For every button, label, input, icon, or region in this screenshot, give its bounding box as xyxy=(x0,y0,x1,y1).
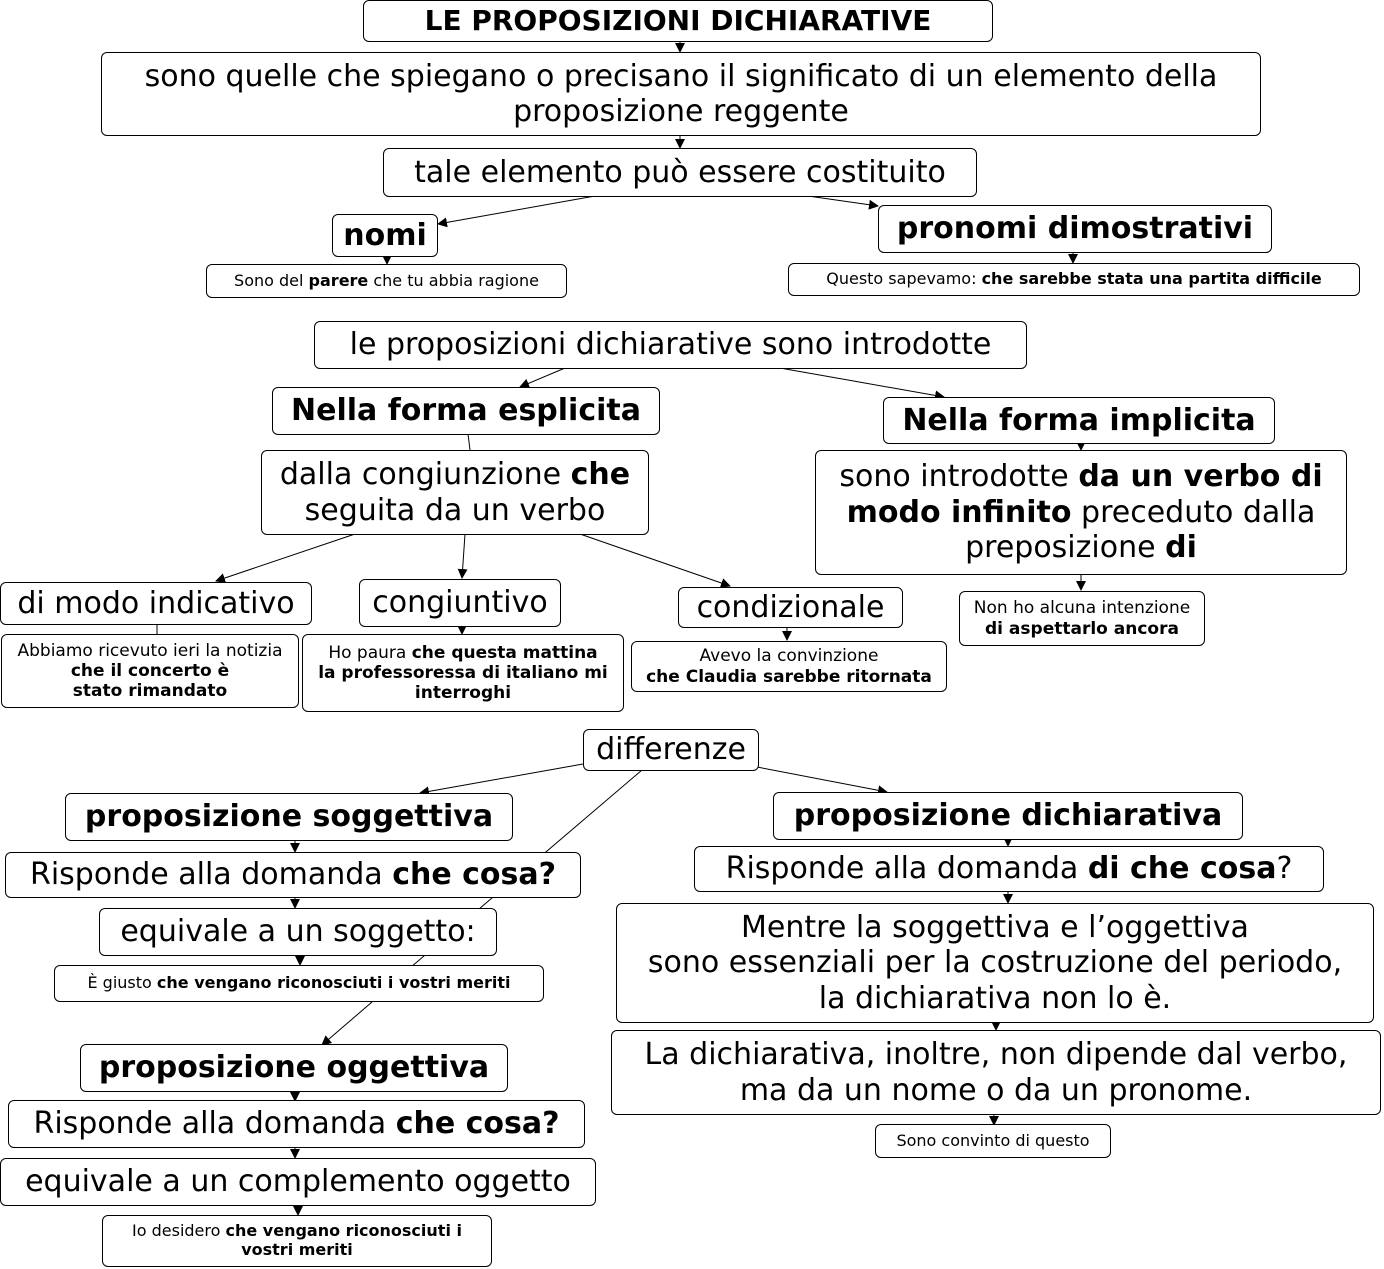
implicita-desc-node xyxy=(815,450,1347,575)
mode-congiuntivo-node xyxy=(359,579,561,627)
dichiarativa-note2-node xyxy=(611,1030,1381,1115)
indicativo-example-pre: Abbiamo ricevuto ieri la notizia xyxy=(17,640,283,661)
pronomi-node xyxy=(878,205,1272,253)
nomi-example-pre: Sono del xyxy=(234,270,309,290)
soggettiva-question-node xyxy=(5,852,581,898)
implicita-example-pre: Non ho alcuna intenzione xyxy=(973,598,1191,619)
dichiarativa-question-pre: Risponde alla domanda xyxy=(725,851,1088,887)
implicita-example-bold: di aspettarlo ancora xyxy=(985,618,1179,639)
soggettiva-example-node xyxy=(54,965,544,1002)
dichiarativa-note1-node xyxy=(616,903,1374,1023)
esplicita-desc-line2: seguita da un verbo xyxy=(304,492,606,528)
mode-congiuntivo-label: congiuntivo xyxy=(372,585,548,621)
nomi-label: nomi xyxy=(343,217,427,253)
pronomi-example-pre: Questo sapevamo: xyxy=(826,269,982,289)
indicativo-example-node xyxy=(1,634,299,708)
differenze-label: differenze xyxy=(596,732,746,768)
oggettiva-equivale-text: equivale a un complemento oggetto xyxy=(25,1164,571,1200)
title-text: LE PROPOSIZIONI DICHIARATIVE xyxy=(424,4,932,38)
dichiarativa-note1-line3: la dichiarativa non lo è. xyxy=(818,980,1172,1016)
pronomi-example-bold: che sarebbe stata una partita difficile xyxy=(981,269,1322,289)
congiuntivo-example-bold2: la professoressa di italiano mi xyxy=(318,662,608,683)
mode-condizionale-node xyxy=(678,587,903,628)
implicita-label: Nella forma implicita xyxy=(902,402,1256,438)
congiuntivo-example-bold3: interroghi xyxy=(414,683,512,704)
pronomi-example-node xyxy=(788,263,1360,296)
differenze-node xyxy=(583,729,759,771)
esplicita-desc-pre: dalla congiunzione xyxy=(279,457,571,493)
soggettiva-example-pre: È giusto xyxy=(87,973,157,993)
nomi-example-post: che tu abbia ragione xyxy=(368,270,539,290)
dichiarativa-note1-line1: Mentre la soggettiva e l’oggettiva xyxy=(741,909,1249,945)
dichiarativa-note1-line2: sono essenziali per la costruzione del periodo, xyxy=(647,945,1343,981)
soggettiva-node xyxy=(65,793,513,841)
element-text: tale elemento può essere costituito xyxy=(414,154,946,190)
implicita-desc-pre: sono introdotte xyxy=(839,459,1079,495)
oggettiva-example-bold2: vostri meriti xyxy=(241,1240,353,1259)
definition-line1: sono quelle che spiegano o precisano il significato di un elemento della xyxy=(144,58,1218,94)
dichiarativa-question-node xyxy=(694,846,1324,892)
implicita-desc-bold3: di xyxy=(1165,530,1197,566)
mode-condizionale-label: condizionale xyxy=(696,589,885,625)
dichiarativa-example-node xyxy=(875,1124,1111,1158)
dichiarativa-question-post: ? xyxy=(1276,851,1293,887)
dichiarativa-question-bold: di che cosa xyxy=(1087,851,1277,887)
implicita-desc-bold2: modo infinito xyxy=(846,494,1072,530)
congiuntivo-example-pre: Ho paura xyxy=(328,642,412,663)
dichiarativa-example-text: Sono convinto di questo xyxy=(896,1130,1090,1150)
esplicita-node xyxy=(272,387,660,435)
nomi-example-bold: parere xyxy=(308,270,369,290)
title-node xyxy=(363,0,993,42)
implicita-desc-bold1: da un verbo di xyxy=(1078,459,1323,495)
esplicita-desc-node xyxy=(261,450,649,535)
nomi-node xyxy=(332,214,438,257)
indicativo-example-bold1: che il concerto è xyxy=(70,660,230,681)
soggettiva-equivale-node xyxy=(99,908,497,956)
oggettiva-equivale-node xyxy=(0,1158,596,1206)
definition-line2: proposizione reggente xyxy=(513,94,849,129)
implicita-node xyxy=(883,397,1275,444)
indicativo-example-bold2: stato rimandato xyxy=(72,681,228,702)
pronomi-label: pronomi dimostrativi xyxy=(896,211,1254,247)
esplicita-desc-bold: che xyxy=(570,457,631,493)
esplicita-label: Nella forma esplicita xyxy=(290,393,641,429)
soggettiva-equivale-text: equivale a un soggetto: xyxy=(120,914,476,950)
mode-indicativo-label: di modo indicativo xyxy=(17,585,295,621)
oggettiva-question-bold: che cosa? xyxy=(395,1106,560,1142)
oggettiva-question-pre: Risponde alla domanda xyxy=(33,1106,396,1142)
element-node xyxy=(383,148,977,197)
soggettiva-label: proposizione soggettiva xyxy=(84,799,494,835)
condizionale-example-bold1: che Claudia sarebbe ritornata xyxy=(646,666,932,687)
condizionale-example-node xyxy=(631,641,947,692)
soggettiva-example-bold: che vengano riconosciuti i vostri meriti xyxy=(156,973,511,993)
congiuntivo-example-bold1: che questa mattina xyxy=(411,642,598,663)
oggettiva-example-pre: Io desidero xyxy=(132,1221,226,1241)
dichiarativa-node xyxy=(773,792,1243,840)
nomi-example-node xyxy=(206,264,567,298)
implicita-desc-post: preceduto dalla xyxy=(1071,494,1316,530)
condizionale-example-pre: Avevo la convinzione xyxy=(699,646,879,667)
oggettiva-example-node xyxy=(102,1215,492,1267)
soggettiva-question-bold: che cosa? xyxy=(392,857,557,893)
dichiarativa-note2-line1: La dichiarativa, inoltre, non dipende dal verbo, xyxy=(644,1037,1348,1073)
oggettiva-question-node xyxy=(8,1100,585,1148)
dichiarativa-note2-line2: ma da un nome o da un pronome. xyxy=(739,1072,1253,1108)
oggettiva-example-bold1: che vengano riconosciuti i xyxy=(225,1221,462,1241)
congiuntivo-example-node xyxy=(302,634,624,712)
soggettiva-question-pre: Risponde alla domanda xyxy=(29,857,393,893)
dichiarativa-label: proposizione dichiarativa xyxy=(793,798,1223,834)
oggettiva-node xyxy=(80,1044,508,1092)
introduced-node xyxy=(314,321,1027,369)
definition-node xyxy=(101,52,1261,136)
implicita-desc-line3pre: preposizione xyxy=(965,530,1166,566)
implicita-example-node xyxy=(959,591,1205,646)
mode-indicativo-node xyxy=(0,582,312,625)
introduced-text: le proposizioni dichiarative sono introdotte xyxy=(349,327,992,363)
oggettiva-label: proposizione oggettiva xyxy=(98,1050,490,1086)
